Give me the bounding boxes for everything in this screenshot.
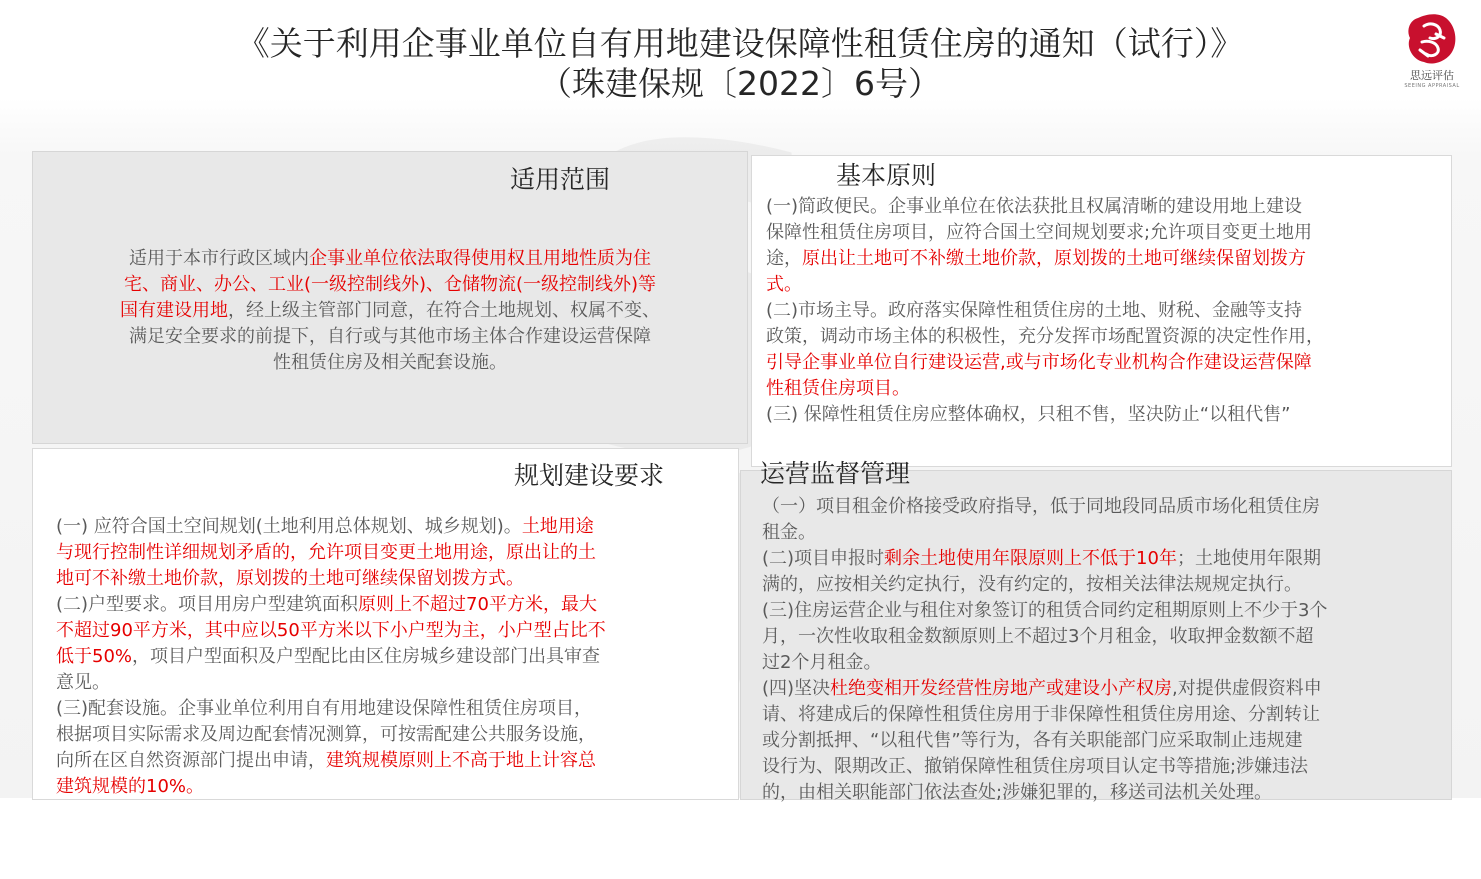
highlight-text: 原出让土地可不补缴土地价款，原划拨的土地可继续保留划拨方 bbox=[802, 248, 1306, 269]
supervision-line bbox=[762, 624, 1450, 650]
body-text: 过2个月租金。 bbox=[762, 652, 882, 673]
body-text: 意见。 bbox=[56, 672, 110, 693]
planning-line bbox=[56, 670, 736, 696]
body-text: ,对提供虚假资料申 bbox=[1172, 678, 1322, 699]
logo-text-cn: 思远评估 bbox=[1410, 69, 1454, 82]
body-text: ，经上级主管部门同意，在符合土地规划、权属不变、 bbox=[228, 300, 660, 321]
body-text: ，项目户型面积及户型配比由区住房城乡建设部门出具审查 bbox=[132, 646, 601, 667]
highlight-text: 性租赁住房项目。 bbox=[766, 378, 910, 399]
principles-line bbox=[766, 376, 1446, 402]
body-text: (一) 应符合国土空间规划(土地利用总体规划、城乡规划)。 bbox=[56, 516, 522, 537]
planning-heading: 规划建设要求 bbox=[514, 461, 665, 490]
body-text: (二)市场主导。政府落实保障性租赁住房的土地、财税、金融等支持 bbox=[766, 300, 1303, 321]
principles-line bbox=[766, 324, 1446, 350]
scope-line bbox=[50, 272, 730, 298]
supervision-line bbox=[762, 780, 1450, 806]
body-text: 性租赁住房及相关配套设施。 bbox=[273, 352, 507, 373]
supervision-line bbox=[762, 728, 1450, 754]
principles-line bbox=[766, 272, 1446, 298]
body-text: (三)住房运营企业与租住对象签订的租赁合同约定租期原则上不少于3个 bbox=[762, 600, 1328, 621]
body-text: 的，由相关职能部门依法查处;涉嫌犯罪的，移送司法机关处理。 bbox=[762, 782, 1273, 803]
body-text: 保障性租赁住房项目，应符合国土空间规划要求;允许项目变更土地用 bbox=[766, 222, 1313, 243]
body-text: 租金。 bbox=[762, 522, 816, 543]
body-text: （一）项目租金价格接受政府指导，低于同地段同品质市场化租赁住房 bbox=[762, 496, 1320, 517]
principles-text bbox=[766, 194, 1446, 428]
planning-line bbox=[56, 592, 736, 618]
principles-line bbox=[766, 194, 1446, 220]
body-text: 或分割抵押、“以租代售”等行为，各有关职能部门应采取制止违规建 bbox=[762, 730, 1303, 751]
body-text: (一)简政便民。企事业单位在依法获批且权属清晰的建设用地上建设 bbox=[766, 196, 1303, 217]
highlight-text: 企事业单位依法取得使用权且用地性质为住 bbox=[309, 248, 651, 269]
supervision-line bbox=[762, 598, 1450, 624]
scope-text bbox=[50, 246, 730, 376]
body-text: (四)坚决 bbox=[762, 678, 831, 699]
supervision-line bbox=[762, 676, 1450, 702]
highlight-text: 土地用途 bbox=[521, 516, 594, 537]
title-line-2: （珠建保规〔2022〕6号） bbox=[539, 64, 941, 103]
supervision-line bbox=[762, 702, 1450, 728]
body-text: 设行为、限期改正、撤销保障性租赁住房项目认定书等措施;涉嫌违法 bbox=[762, 756, 1309, 777]
title-line-1: 《关于利用企事业单位自有用地建设保障性租赁住房的通知（试行）》 bbox=[236, 24, 1244, 63]
planning-line bbox=[56, 618, 736, 644]
highlight-text: 杜绝变相开发经营性房地产或建设小产权房 bbox=[830, 678, 1173, 699]
body-text: 月，一次性收取租金数额原则上不超过3个月租金，收取押金数额不超 bbox=[762, 626, 1314, 647]
highlight-text: 不超过90平方米，其中应以50平方米以下小户型为主，小户型占比不 bbox=[56, 620, 606, 641]
seal-logo-icon bbox=[1392, 8, 1472, 70]
highlight-text: 原则上不超过70平方米，最大 bbox=[358, 594, 597, 615]
highlight-text: 引导企事业单位自行建设运营,或与市场化专业机构合作建设运营保障 bbox=[766, 352, 1312, 373]
supervision-line bbox=[762, 572, 1450, 598]
principles-line bbox=[766, 246, 1446, 272]
body-text: (三)配套设施。企事业单位利用自有用地建设保障性租赁住房项目， bbox=[56, 698, 593, 719]
body-text: ；土地使用年限期 bbox=[1176, 548, 1321, 569]
planning-text bbox=[56, 514, 736, 800]
body-text: 向所在区自然资源部门提出申请， bbox=[56, 750, 326, 771]
planning-line bbox=[56, 514, 736, 540]
logo-text-en: SEEING APPRAISAL bbox=[1404, 83, 1460, 89]
planning-line bbox=[56, 722, 736, 748]
scope-heading: 适用范围 bbox=[510, 165, 611, 194]
body-text: (三) 保障性租赁住房应整体确权，只租不售，坚决防止“以租代售” bbox=[766, 404, 1291, 425]
planning-line bbox=[56, 566, 736, 592]
planning-line bbox=[56, 748, 736, 774]
highlight-text: 式。 bbox=[766, 274, 802, 295]
scope-line bbox=[50, 350, 730, 376]
principles-line bbox=[766, 402, 1446, 428]
supervision-line bbox=[762, 520, 1450, 546]
supervision-heading: 运营监督管理 bbox=[760, 459, 911, 488]
body-text: 根据项目实际需求及周边配套情况测算，可按需配建公共服务设施， bbox=[56, 724, 596, 745]
principles-line bbox=[766, 220, 1446, 246]
highlight-text: 国有建设用地 bbox=[120, 300, 228, 321]
highlight-text: 宅、商业、办公、工业(一级控制线外)、仓储物流(一级控制线外)等 bbox=[123, 274, 657, 295]
supervision-line bbox=[762, 754, 1450, 780]
supervision-line bbox=[762, 650, 1450, 676]
highlight-text: 建筑规模的10%。 bbox=[56, 776, 205, 797]
body-text: 满的，应按相关约定执行，没有约定的，按相关法律法规规定执行。 bbox=[762, 574, 1302, 595]
page-title bbox=[150, 24, 1330, 104]
supervision-line bbox=[762, 494, 1450, 520]
company-logo bbox=[1392, 8, 1472, 92]
planning-line bbox=[56, 774, 736, 800]
scope-line bbox=[50, 246, 730, 272]
planning-line bbox=[56, 540, 736, 566]
body-text: 政策，调动市场主体的积极性，充分发挥市场配置资源的决定性作用， bbox=[766, 326, 1324, 347]
highlight-text: 与现行控制性详细规划矛盾的，允许项目变更土地用途，原出让的土 bbox=[56, 542, 596, 563]
highlight-text: 建筑规模原则上不高于地上计容总 bbox=[326, 750, 596, 771]
body-text: (二)项目申报时 bbox=[762, 548, 885, 569]
highlight-text: 剩余土地使用年限原则上不低于10年 bbox=[884, 548, 1177, 569]
principles-line bbox=[766, 350, 1446, 376]
planning-line bbox=[56, 696, 736, 722]
body-text: 途， bbox=[766, 248, 802, 269]
body-text: 满足安全要求的前提下，自行或与其他市场主体合作建设运营保障 bbox=[129, 326, 651, 347]
principles-heading: 基本原则 bbox=[836, 161, 937, 190]
body-text: 适用于本市行政区域内 bbox=[129, 248, 309, 269]
highlight-text: 低于50% bbox=[56, 646, 133, 667]
scope-line bbox=[50, 324, 730, 350]
supervision-text bbox=[762, 494, 1450, 806]
body-text: (二)户型要求。项目用房户型建筑面积 bbox=[56, 594, 359, 615]
principles-line bbox=[766, 298, 1446, 324]
supervision-line bbox=[762, 546, 1450, 572]
planning-line bbox=[56, 644, 736, 670]
scope-line bbox=[50, 298, 730, 324]
body-text: 请、将建成后的保障性租赁住房用于非保障性租赁住房用途、分割转让 bbox=[762, 704, 1320, 725]
highlight-text: 地可不补缴土地价款，原划拨的土地可继续保留划拨方式。 bbox=[56, 568, 524, 589]
